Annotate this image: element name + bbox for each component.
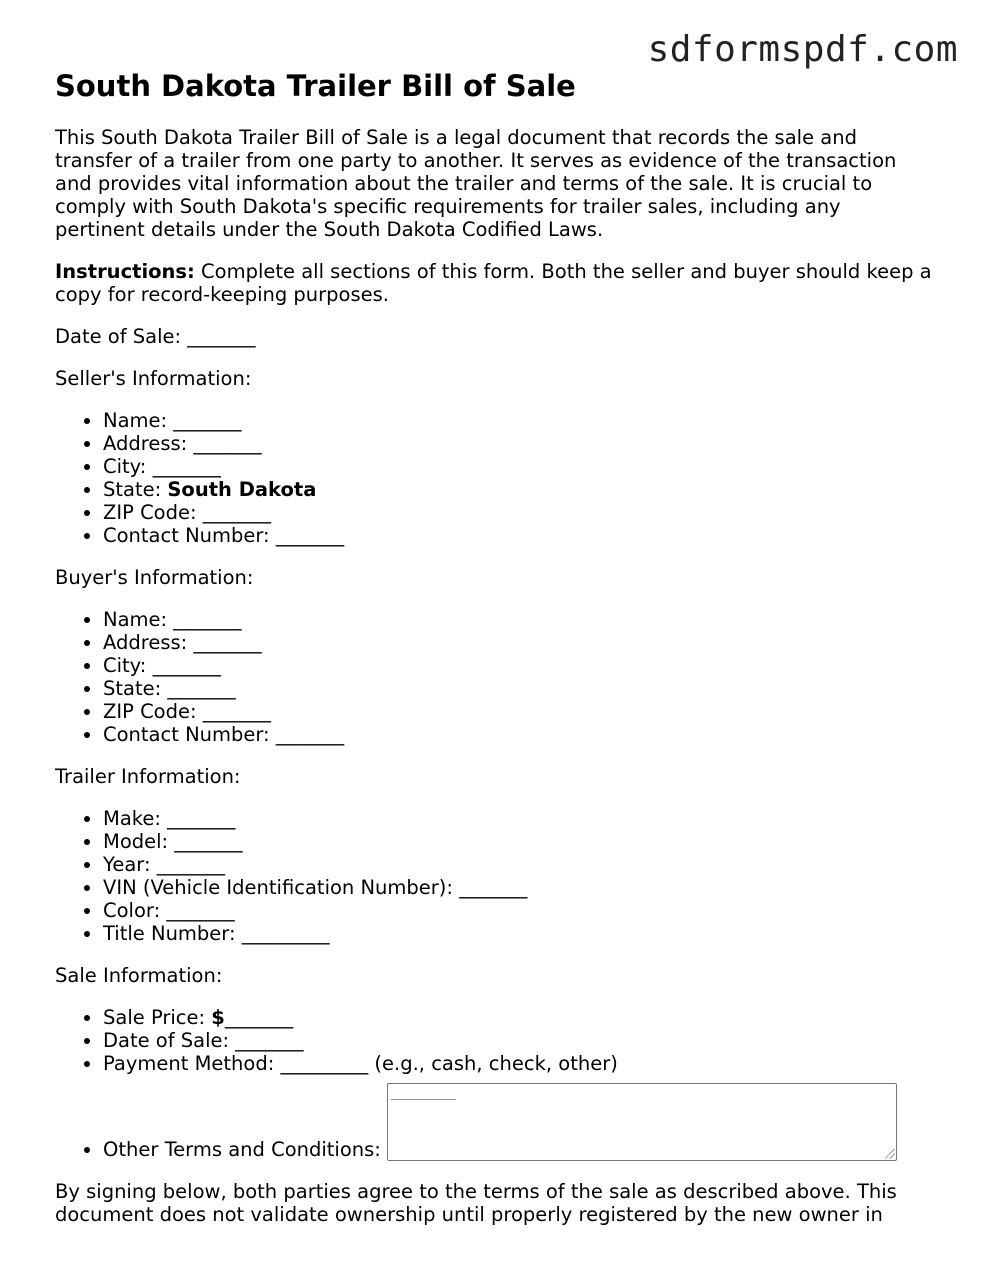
intro-paragraph: This South Dakota Trailer Bill of Sale is a legal document that records the sale and transfer of a trailer from one party to another. It serves as evidence of the transaction and provides vital information about the trailer and terms of the sale. It is crucial to comply with South Dakota's specific requirements for trailer sales, including any pertinent details under the South Dakota Codified Laws.: [55, 126, 897, 241]
other-terms-label: Other Terms and Conditions:: [103, 1138, 381, 1161]
trailer-list: [55, 807, 935, 945]
trailer-vin-field: • VIN (Vehicle Identification Number): _______: [103, 876, 935, 899]
other-terms-placeholder: __________: [390, 1086, 456, 1101]
instructions-label: Instructions:: [55, 260, 195, 283]
seller-address-field: • Address: _______: [103, 432, 935, 455]
trailer-title-number-field: • Title Number: _________: [103, 922, 935, 945]
seller-city-field: • City: _______: [103, 455, 935, 478]
other-terms-field: [103, 1083, 935, 1161]
page-title: South Dakota Trailer Bill of Sale: [55, 69, 576, 103]
seller-name-field: • Name: _______: [103, 409, 935, 432]
site-watermark: sdformspdf.com: [647, 29, 958, 70]
buyer-list: [55, 608, 935, 746]
sale-heading: Sale Information:: [55, 964, 223, 987]
buyer-heading: Buyer's Information:: [55, 566, 254, 589]
trailer-make-field: • Make: _______: [103, 807, 935, 830]
trailer-year-field: • Year: _______: [103, 853, 935, 876]
sale-date-field: • Date of Sale: _______: [103, 1029, 935, 1052]
seller-zip-field: • ZIP Code: _______: [103, 501, 935, 524]
closing-paragraph: By signing below, both parties agree to the terms of the sale as described above. This document does not validate ownership until properly registered by the new owner in: [55, 1180, 897, 1226]
buyer-zip-field: • ZIP Code: _______: [103, 700, 935, 723]
trailer-model-field: • Model: _______: [103, 830, 935, 853]
resize-grip-icon[interactable]: [885, 1149, 895, 1159]
seller-state-value: South Dakota: [167, 478, 317, 501]
date-of-sale-field: Date of Sale: _______: [55, 325, 256, 348]
document-page: [55, 68, 935, 1245]
trailer-color-field: • Color: _______: [103, 899, 935, 922]
buyer-name-field: • Name: _______: [103, 608, 935, 631]
buyer-contact-field: • Contact Number: _______: [103, 723, 935, 746]
seller-heading: Seller's Information:: [55, 367, 252, 390]
instructions-text: Complete all sections of this form. Both the seller and buyer should keep a copy for record-keeping purposes.: [55, 260, 932, 306]
sale-list: [55, 1006, 935, 1161]
seller-state-field: [103, 478, 935, 501]
seller-contact-field: • Contact Number: _______: [103, 524, 935, 547]
buyer-state-field: • State: _______: [103, 677, 935, 700]
sale-price-blank: _______: [224, 1006, 294, 1029]
other-terms-textarea[interactable]: [387, 1083, 897, 1161]
buyer-address-field: • Address: _______: [103, 631, 935, 654]
buyer-city-field: • City: _______: [103, 654, 935, 677]
trailer-heading: Trailer Information:: [55, 765, 241, 788]
dollar-sign: $: [211, 1006, 225, 1029]
sale-price-field: [103, 1006, 935, 1029]
payment-method-field: • Payment Method: _________ (e.g., cash, check, other): [103, 1052, 935, 1075]
seller-list: [55, 409, 935, 547]
instructions-paragraph: [55, 260, 935, 306]
seller-state-label: State:: [103, 478, 168, 501]
sale-price-label: Sale Price:: [103, 1006, 212, 1029]
